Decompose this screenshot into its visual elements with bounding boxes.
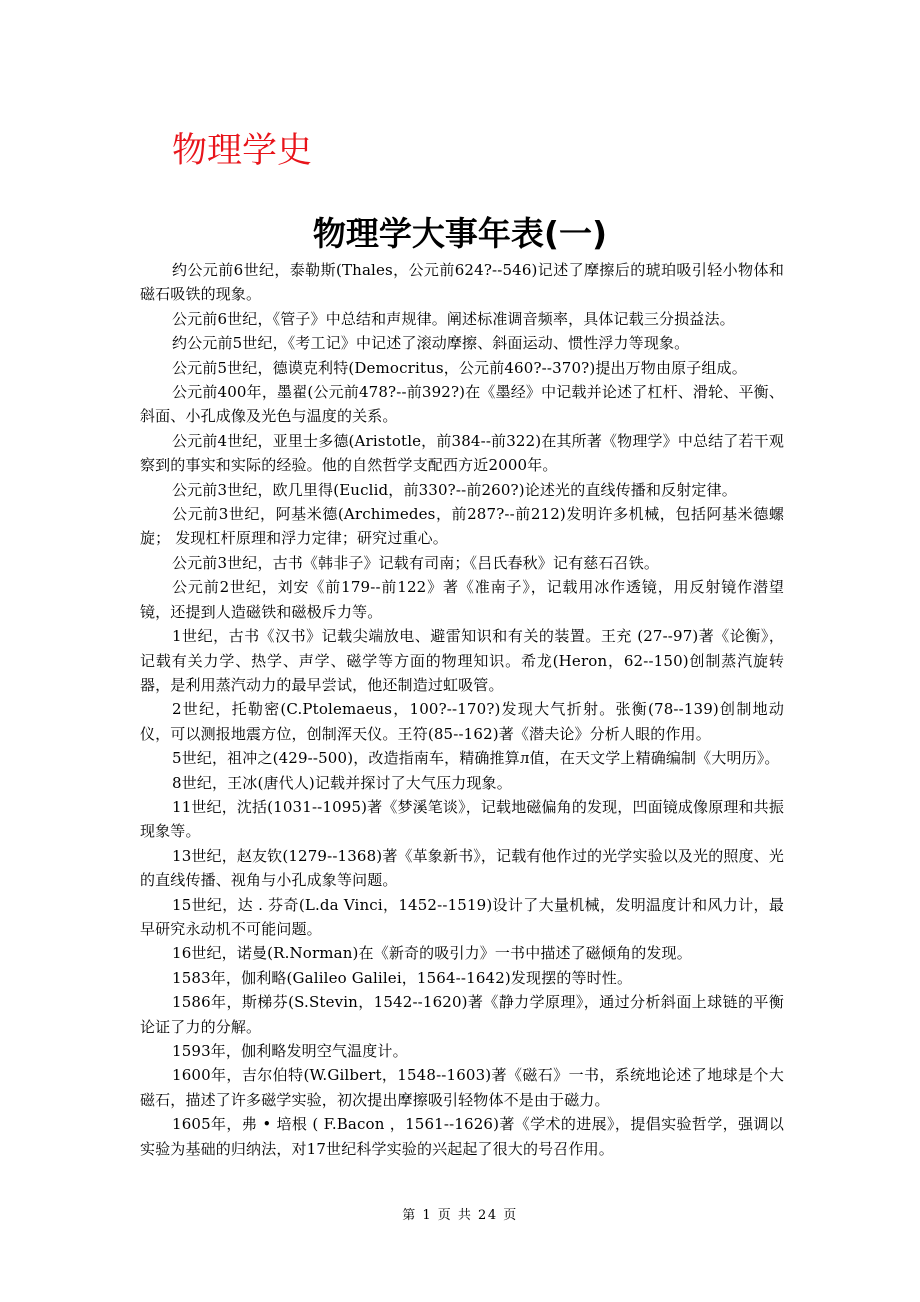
timeline-entry: 公元前6世纪，《管子》中总结和声规律。阐述标准调音频率，具体记载三分损益法。 bbox=[172, 309, 735, 328]
timeline-entry: 2世纪，托勒密(C.Ptolemaeus，100?--170?)发现大气折射。张衡(78--139)创制地动仪，可以测报地震方位，创制浑天仪。王符(85--162)著《潜夫论》分析人眼的作用。 bbox=[140, 700, 784, 743]
timeline-entry: 5世纪，祖冲之(429--500)，改造指南车，精确推算л值，在天文学上精确编制《大明历》。 bbox=[172, 749, 780, 768]
timeline-entry: 公元前3世纪，古书《韩非子》记载有司南；《吕氏春秋》记有慈石召铁。 bbox=[172, 553, 659, 572]
timeline-entry: 11世纪，沈括(1031--1095)著《梦溪笔谈》，记载地磁偏角的发现，凹面镜成像原理和共振现象等。 bbox=[140, 797, 784, 841]
timeline-entry: 公元前5世纪，德谟克利特(Democritus，公元前460?--370?)提出万物由原子组成。 bbox=[172, 358, 747, 377]
timeline-entry: 1世纪，古书《汉书》记载尖端放电、避雷知识和有关的装置。王充 (27--97)著《论衡》，记载有关力学、热学、声学、磁学等方面的物理知识。希龙(Heron，62--150)创制蒸汽旋转器，是利用蒸汽动力的最早尝试，他还制造过虹吸管。 bbox=[140, 627, 784, 694]
timeline-entry: 1605年，弗 • 培根 ( F.Bacon ，1561--1626)著《学术的进展》，提倡实验哲学，强调以实验为基础的归纳法，对17世纪科学实验的兴起起了很大的号召作用。 bbox=[140, 1115, 784, 1158]
timeline-entries bbox=[140, 258, 784, 1161]
section-title: 物理学史 bbox=[172, 131, 313, 171]
timeline-entry: 15世纪，达 . 芬奇(L.da Vinci，1452--1519)设计了大量机械，发明温度计和风力计，最早研究永动机不可能问题。 bbox=[140, 895, 784, 938]
timeline-entry: 1600年，吉尔伯特(W.Gilbert，1548--1603)著《磁石》一书，系统地论述了地球是个大磁石，描述了许多磁学实验，初次提出摩擦吸引轻物体不是由于磁力。 bbox=[140, 1066, 784, 1109]
timeline-entry: 公元前4世纪，亚里士多德(Aristotle，前384--前322)在其所著《物理学》中总结了若干观察到的事实和实际的经验。他的自然哲学支配西方近2000年。 bbox=[140, 431, 784, 475]
timeline-entry: 公元前3世纪，阿基米德(Archimedes，前287?--前212)发明许多机械，包括阿基米德螺旋； 发现杠杆原理和浮力定律；研究过重心。 bbox=[140, 505, 784, 548]
timeline-entry: 公元前3世纪，欧几里得(Euclid，前330?--前260?)论述光的直线传播和反射定律。 bbox=[172, 480, 737, 499]
timeline-entry: 公元前400年，墨翟(公元前478?--前392?)在《墨经》中记载并论述了杠杆、滑轮、平衡、斜面、小孔成像及光色与温度的关系。 bbox=[140, 383, 784, 426]
timeline-entry: 1593年，伽利略发明空气温度计。 bbox=[172, 1042, 408, 1060]
document-title: 物理学大事年表(一) bbox=[312, 214, 608, 253]
timeline-entry: 1583年，伽利略(Galileo Galilei，1564--1642)发现摆的等时性。 bbox=[172, 968, 633, 987]
timeline-entry: 16世纪，诺曼(R.Norman)在《新奇的吸引力》一书中描述了磁倾角的发现。 bbox=[172, 944, 692, 963]
timeline-entry: 公元前2世纪，刘安《前179--前122》著《准南子》，记载用冰作透镜，用反射镜作潜望镜，还提到人造磁铁和磁极斥力等。 bbox=[140, 578, 784, 621]
timeline-entry: 8世纪，王冰(唐代人)记载并探讨了大气压力现象。 bbox=[172, 773, 512, 792]
timeline-entry: 13世纪，赵友钦(1279--1368)著《革象新书》，记载有他作过的光学实验以及光的照度、光的直线传播、视角与小孔成象等问题。 bbox=[140, 846, 784, 890]
timeline-entry: 约公元前5世纪，《考工记》中记述了滚动摩擦、斜面运动、惯性浮力等现象。 bbox=[172, 334, 690, 353]
page-footer: 第 1 页 共 24 页 bbox=[402, 1208, 518, 1223]
timeline-entry: 1586年，斯梯芬(S.Stevin，1542--1620)著《静力学原理》，通过分析斜面上球链的平衡论证了力的分解。 bbox=[140, 993, 784, 1036]
timeline-entry: 约公元前6世纪，泰勒斯(Thales，公元前624?--546)记述了摩擦后的琥珀吸引轻小物体和磁石吸铁的现象。 bbox=[140, 261, 784, 304]
